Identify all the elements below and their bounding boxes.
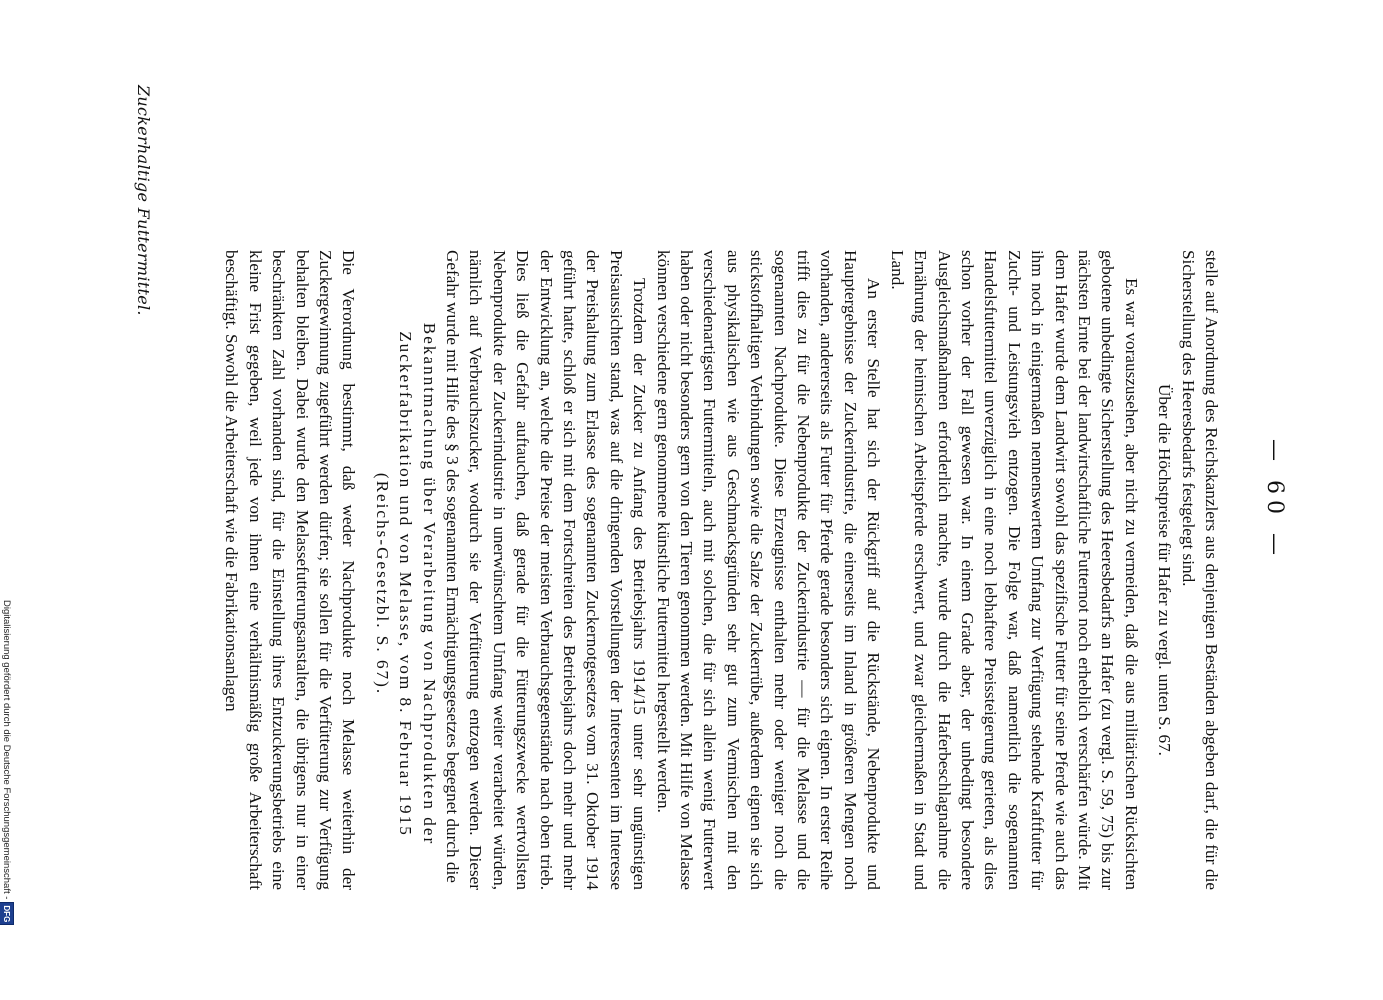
digitization-credit [0, 600, 14, 1000]
decree-title-line2: Zuckerfabrikation und von Melasse, vom 8. Februar 1915 [396, 331, 416, 837]
paragraph: stelle auf Anordnung des Reichskanzlers aus denjenigen Beständen abgeben darf, die für die Sicherstellung des Heeresbedarfs festgelegt sind. [1178, 250, 1221, 890]
page-number: — 60 — [1262, 439, 1287, 561]
decree-citation: (Reichs-Gesetzbl. S. 67). [372, 472, 392, 696]
dfg-logo: DFG [0, 902, 14, 925]
margin-note: Zuckerhaltige Futtermittel. [134, 85, 153, 316]
spacer [360, 250, 370, 890]
credit-line [0, 600, 14, 1000]
paragraph: Es war vorauszusehen, aber nicht zu vermeiden, daß die aus militärischen Rücksichten gebotene unbedingte Sicherstellung des Heeresbedarfs an Hafer (zu vergl. S. 59, 75) bis zur nächsten Ernte bei der landwirtschaftliche Futternot noch erheblich verschärfen würde. Mit dem Hafer wurde dem Landwirt sowohl das spezifische Futter für seine Pferde wie auch das ihm noch in einigermaßen nennenswertem Umfang zur Verfügung stehende Kraftfutter für Zucht- und Leistungsvieh entzogen. Die Folge war, daß namentlich die sogenannten Handelsfuttermittel unverzüglich in eine noch lebhaftere Preissteigerung gerieten, als dies schon vorher der Fall gewesen war. In einem Grade aber, der unbedingt besondere Ausgleichsmaßnahmen erforderlich machte, wurde durch die Haferbeschlagnahme die Ernährung der heimischen Arbeitspferde erschwert, und zwar gleichermaßen in Stadt und Land. [887, 250, 1141, 890]
paragraph-reference: Über die Höchstpreise für Hafer zu vergl. unten S. 67. [1155, 384, 1175, 756]
paragraph: Die Verordnung bestimmt, daß weder Nachprodukte noch Melasse weiterhin der Zuckergewinnung zugeführt werden dürfen; sie sollen für die Verfütterung zur Verfügung behalten bleiben. Dabei wurde den Melassefutterungsanstalten, die übrigens nur in einer beschränkten Zahl vorhanden sind, für die Einstellung ihres Entzuckerungsbetriebs eine kleine Frist gegeben, weil jede von ihnen eine verhältnismäßig große Arbeiterschaft beschäftigt. Sowohl die Arbeiterschaft wie die Fabrikationsanlagen [222, 250, 359, 890]
paragraph: Trotzdem der Zucker zu Anfang des Betriebsjahrs 1914/15 unter sehr ungünstigen Preisaussichten stand, was auf die dringenden Vorstellungen der Interessenten im Interesse der Preishaltung zum Erlasse des sogenannten Zuckernotgesetzes vom 31. Oktober 1914 geführt hatte, schloß er sich mit dem Fortschreiten des Betriebsjahrs doch mehr und mehr der Entwicklung an, welche die Preise der meisten Verbrauchsgegenstände nach oben trieb. Dies ließ die Gefahr auftauchen, daß gerade für die Fütterungszwecke wertvollsten Nebenprodukte der Zuckerindustrie in unerwünschtem Umfang weiter verarbeitet würden, nämlich auf Verbrauchszucker, wodurch sie der Verfütterung entzogen werden. Dieser Gefahr wurde mit Hilfe des § 3 des sogenannten Ermächtigungsgesetzes begegnet durch die [443, 250, 650, 890]
spacer [1143, 250, 1153, 890]
paragraph: An erster Stelle hat sich der Rückgriff auf die Rückstände, Nebenprodukte und Hauptergebnisse der Zuckerindustrie, die einerseits im Inland in größeren Mengen noch vorhanden, andererseits als Futter für Pferde gerade besonders sich eignen. In erster Reihe trifft dies zu für die Nebenprodukte der Zuckerindustrie — für die Melasse und die sogenannten Nachprodukte. Diese Erzeugnisse enthalten mehr oder weniger noch die stickstoffhaltigen Verbindungen sowie die Salze der Zuckerrübe, außerdem eignen sie sich aus physikalischen wie aus Geschmacksgründen sehr gut zum Vermischen mit den verschiedenartigsten Futtermitteln, auch mit solchen, die für sich allein wenig Futterwert haben oder nicht besonders gern von den Tieren genommen werden. Mit Hilfe von Melasse können verschiedene gern genommene künstliche Futtermittel hergestellt werden. [653, 250, 884, 890]
credit-text: Digitalisierung gefördert durch die Deutsche Forschungsgemeinschaft - [1, 600, 12, 900]
body-text [220, 250, 1223, 890]
decree-title-line1: Bekanntmachung über Verarbeitung von Nachprodukten der [419, 322, 439, 846]
